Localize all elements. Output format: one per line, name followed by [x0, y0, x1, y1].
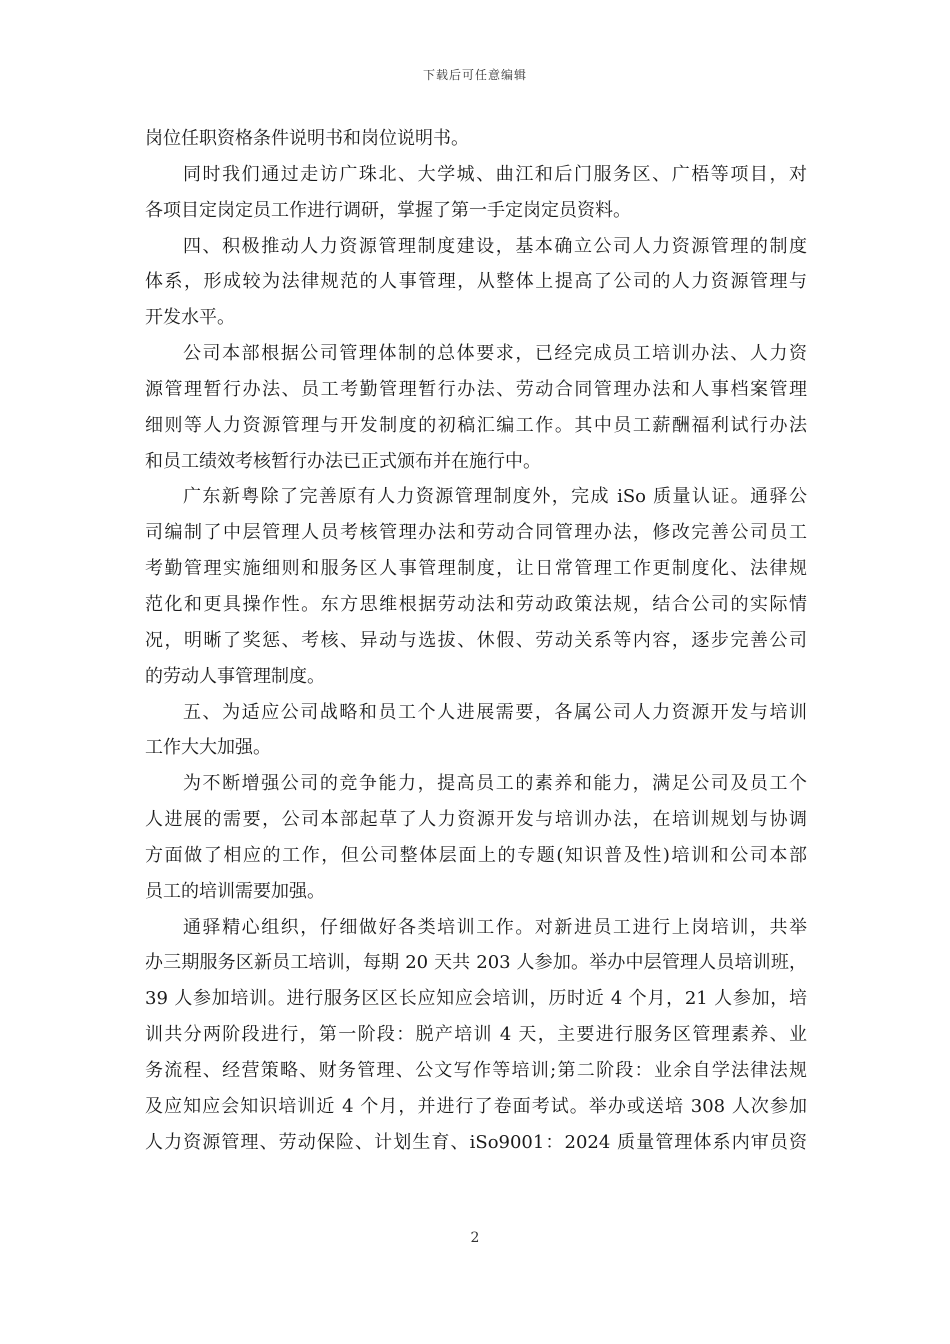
text-line: 司编制了中层管理人员考核管理办法和劳动合同管理办法，修改完善公司员工	[145, 522, 807, 544]
text-line: 为不断增强公司的竞争能力，提高员工的素养和能力，满足公司及员工个	[183, 773, 807, 795]
text-line: 况，明晰了奖惩、考核、异动与选拔、休假、劳动关系等内容，逐步完善公司	[145, 629, 807, 651]
page-number: 2	[470, 1230, 480, 1246]
text-line: 通驿精心组织，仔细做好各类培训工作。对新进员工进行上岗培训，共举	[183, 916, 807, 938]
text-line: 岗位任职资格条件说明书和岗位说明书。	[145, 128, 469, 149]
text-line: 务流程、经营策略、财务管理、公文写作等培训;第二阶段：业余自学法律法规	[145, 1059, 807, 1081]
text-line: 考勤管理实施细则和服务区人事管理制度，让日常管理工作更制度化、法律规	[145, 558, 807, 580]
text-line: 四、积极推动人力资源管理制度建设，基本确立公司人力资源管理的制度	[183, 235, 807, 257]
text-line: 人力资源管理、劳动保险、计划生育、iSo9001：2024 质量管理体系内审员资	[145, 1131, 807, 1153]
text-line: 各项目定岗定员工作进行调研，掌握了第一手定岗定员资料。	[145, 199, 631, 221]
page-header: 下载后可任意编辑	[422, 68, 527, 82]
text-line: 及应知应会知识培训近 4 个月，并进行了卷面考试。举办或送培 308 人次参加	[145, 1095, 807, 1117]
text-line: 开发水平。	[145, 307, 235, 329]
text-line: 和员工绩效考核暂行办法已正式颁布并在施行中。	[145, 450, 541, 472]
text-line: 五、为适应公司战略和员工个人进展需要，各属公司人力资源开发与培训	[183, 701, 807, 723]
text-line: 同时我们通过走访广珠北、大学城、曲江和后门服务区、广梧等项目，对	[183, 163, 807, 185]
text-line: 广东新粤除了完善原有人力资源管理制度外，完成 iSo 质量认证。通驿公	[183, 486, 807, 508]
text-line: 体系，形成较为法律规范的人事管理，从整体上提高了公司的人力资源管理与	[145, 271, 807, 293]
text-line: 39 人参加培训。进行服务区区长应知应会培训，历时近 4 个月，21 人参加，培	[145, 988, 807, 1010]
document-body	[145, 121, 807, 1160]
text-line: 人进展的需要，公司本部起草了人力资源开发与培训办法，在培训规划与协调	[145, 809, 807, 831]
text-line: 员工的培训需要加强。	[145, 880, 325, 902]
text-line: 范化和更具操作性。东方思维根据劳动法和劳动政策法规，结合公司的实际情	[145, 593, 807, 615]
text-line: 细则等人力资源管理与开发制度的初稿汇编工作。其中员工薪酬福利试行办法	[145, 414, 807, 436]
text-line: 源管理暂行办法、员工考勤管理暂行办法、劳动合同管理办法和人事档案管理	[145, 378, 807, 400]
text-line: 办三期服务区新员工培训，每期 20 天共 203 人参加。举办中层管理人员培训班，	[145, 952, 807, 974]
text-line: 方面做了相应的工作，但公司整体层面上的专题(知识普及性)培训和公司本部	[145, 844, 807, 866]
text-line: 训共分两阶段进行，第一阶段：脱产培训 4 天，主要进行服务区管理素养、业	[145, 1024, 807, 1046]
text-line: 工作大大加强。	[145, 737, 271, 759]
text-line: 的劳动人事管理制度。	[145, 665, 325, 687]
text-line: 公司本部根据公司管理体制的总体要求，已经完成员工培训办法、人力资	[183, 343, 807, 365]
